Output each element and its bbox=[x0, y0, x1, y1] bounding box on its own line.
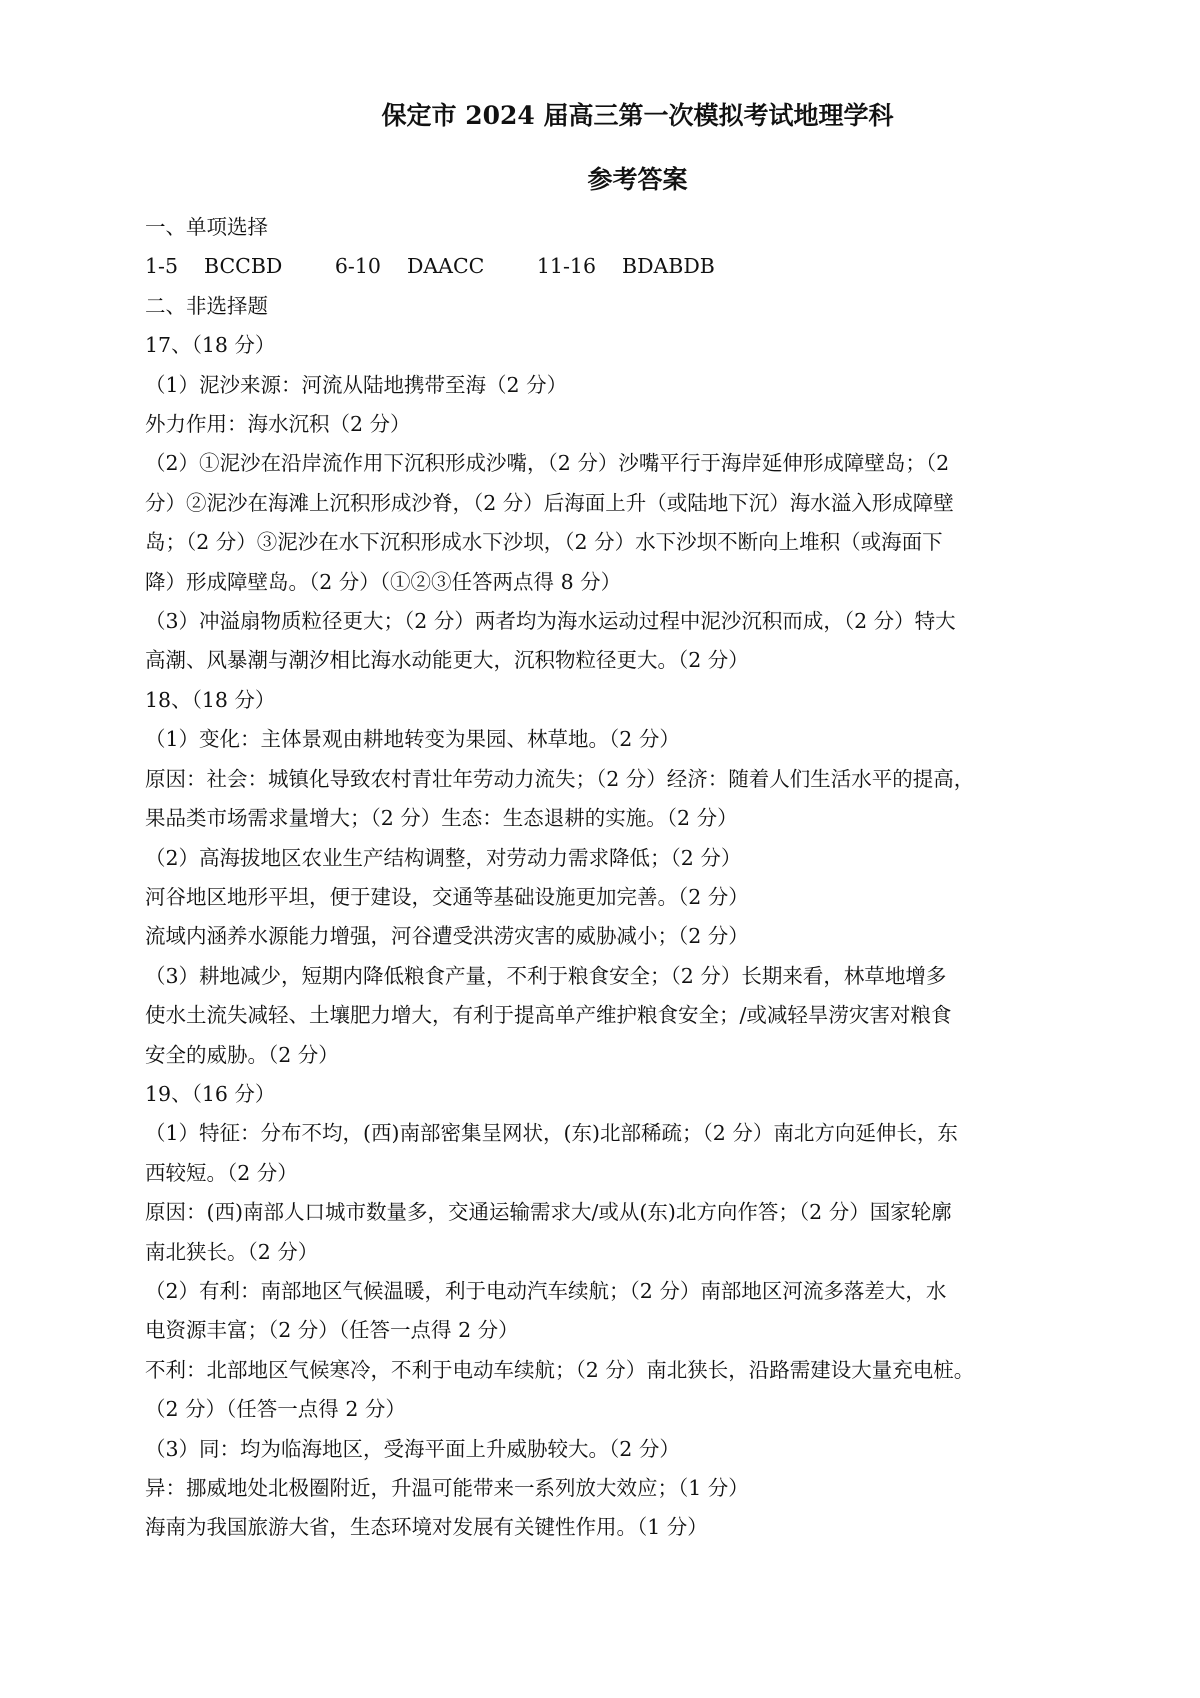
answer-line: 外力作用：海水沉积（2 分） bbox=[145, 412, 411, 437]
answer-range: 6-10 bbox=[334, 254, 381, 279]
answer-letters: BDABDB bbox=[622, 254, 715, 279]
answer-line: （3）冲溢扇物质粒径更大；（2 分）两者均为海水运动过程中泥沙沉积而成，（2 分）特大 bbox=[145, 609, 956, 634]
answer-group bbox=[145, 247, 282, 286]
answer-line: 原因：(西)南部人口城市数量多，交通运输需求大/或从(东)北方向作答；（2 分）国家轮廓 bbox=[145, 1200, 952, 1225]
answer-line: 流域内涵养水源能力增强，河谷遭受洪涝灾害的威胁减小；（2 分） bbox=[145, 924, 749, 949]
non-choice-answers bbox=[145, 326, 1090, 1548]
answer-line: 降）形成障壁岛。（2 分）（①②③任答两点得 8 分） bbox=[145, 569, 622, 594]
answer-line: 海南为我国旅游大省，生态环境对发展有关键性作用。（1 分） bbox=[145, 1515, 708, 1540]
answer-line: 河谷地区地形平坦，便于建设，交通等基础设施更加完善。（2 分） bbox=[145, 884, 749, 909]
answer-line: 西较短。（2 分） bbox=[145, 1160, 298, 1185]
answer-line: 果品类市场需求量增大；（2 分）生态：生态退耕的实施。（2 分） bbox=[145, 806, 738, 831]
answer-line: 使水土流失减轻、土壤肥力增大，有利于提高单产维护粮食安全；/或减轻旱涝灾害对粮食 bbox=[145, 1003, 952, 1028]
answer-line: （2）①泥沙在沿岸流作用下沉积形成沙嘴，（2 分）沙嘴平行于海岸延伸形成障壁岛；（2 bbox=[145, 451, 950, 476]
section-heading-single-choice: 一、单项选择 bbox=[145, 215, 268, 239]
answer-letters: DAACC bbox=[406, 254, 485, 279]
answer-group bbox=[335, 247, 484, 286]
page-title: 保定市 2024 届高三第一次模拟考试地理学科 bbox=[381, 101, 894, 130]
answer-line: 电资源丰富；（2 分）（任答一点得 2 分） bbox=[145, 1318, 519, 1343]
answer-line: （1）变化：主体景观由耕地转变为果园、林草地。（2 分） bbox=[145, 727, 680, 752]
answer-line: 19、（16 分） bbox=[145, 1081, 276, 1106]
section-heading-non-choice: 二、非选择题 bbox=[145, 293, 268, 318]
answer-line: 异：挪威地处北极圈附近，升温可能带来一系列放大效应；（1 分） bbox=[145, 1476, 749, 1500]
answer-line: （3）同：均为临海地区，受海平面上升威胁较大。（2 分） bbox=[145, 1436, 680, 1461]
answer-line: 南北狭长。（2 分） bbox=[145, 1239, 319, 1264]
answer-line: （2 分）（任答一点得 2 分） bbox=[145, 1397, 406, 1422]
answer-group bbox=[537, 247, 715, 286]
answer-line: 原因：社会：城镇化导致农村青壮年劳动力流失；（2 分）经济：随着人们生活水平的提高， bbox=[145, 766, 975, 791]
answer-line: 分）②泥沙在海滩上沉积形成沙脊，（2 分）后海面上升（或陆地下沉）海水溢入形成障壁 bbox=[145, 490, 954, 515]
answer-line: 岛；（2 分）③泥沙在水下沉积形成水下沙坝，（2 分）水下沙坝不断向上堆积（或海面下 bbox=[145, 530, 943, 555]
answer-line: 18、（18 分） bbox=[145, 687, 276, 712]
answer-line: （1）泥沙来源：河流从陆地携带至海（2 分） bbox=[145, 372, 568, 397]
answer-range: 11-16 bbox=[536, 254, 596, 279]
answer-line: 不利：北部地区气候寒冷，不利于电动车续航；（2 分）南北狭长，沿路需建设大量充电桩。 bbox=[145, 1357, 975, 1382]
answer-line: 安全的威胁。（2 分） bbox=[145, 1042, 339, 1067]
choice-answers-row bbox=[145, 247, 1090, 286]
page-subtitle: 参考答案 bbox=[587, 165, 688, 194]
answer-line: （2）高海拔地区农业生产结构调整，对劳动力需求降低；（2 分） bbox=[145, 845, 742, 870]
answer-line: 高潮、风暴潮与潮汐相比海水动能更大，沉积物粒径更大。（2 分） bbox=[145, 648, 749, 673]
answer-line: （2）有利：南部地区气候温暖，利于电动汽车续航；（2 分）南部地区河流多落差大，水 bbox=[145, 1278, 947, 1303]
answer-line: （3）耕地减少，短期内降低粮食产量，不利于粮食安全；（2 分）长期来看，林草地增多 bbox=[145, 963, 947, 988]
answer-letters: BCCBD bbox=[204, 254, 283, 279]
answer-line: （1）特征：分布不均，(西)南部密集呈网状，(东)北部稀疏；（2 分）南北方向延伸长，东 bbox=[145, 1121, 958, 1146]
answer-line: 17、（18 分） bbox=[145, 333, 276, 358]
answer-range: 1-5 bbox=[145, 254, 179, 279]
